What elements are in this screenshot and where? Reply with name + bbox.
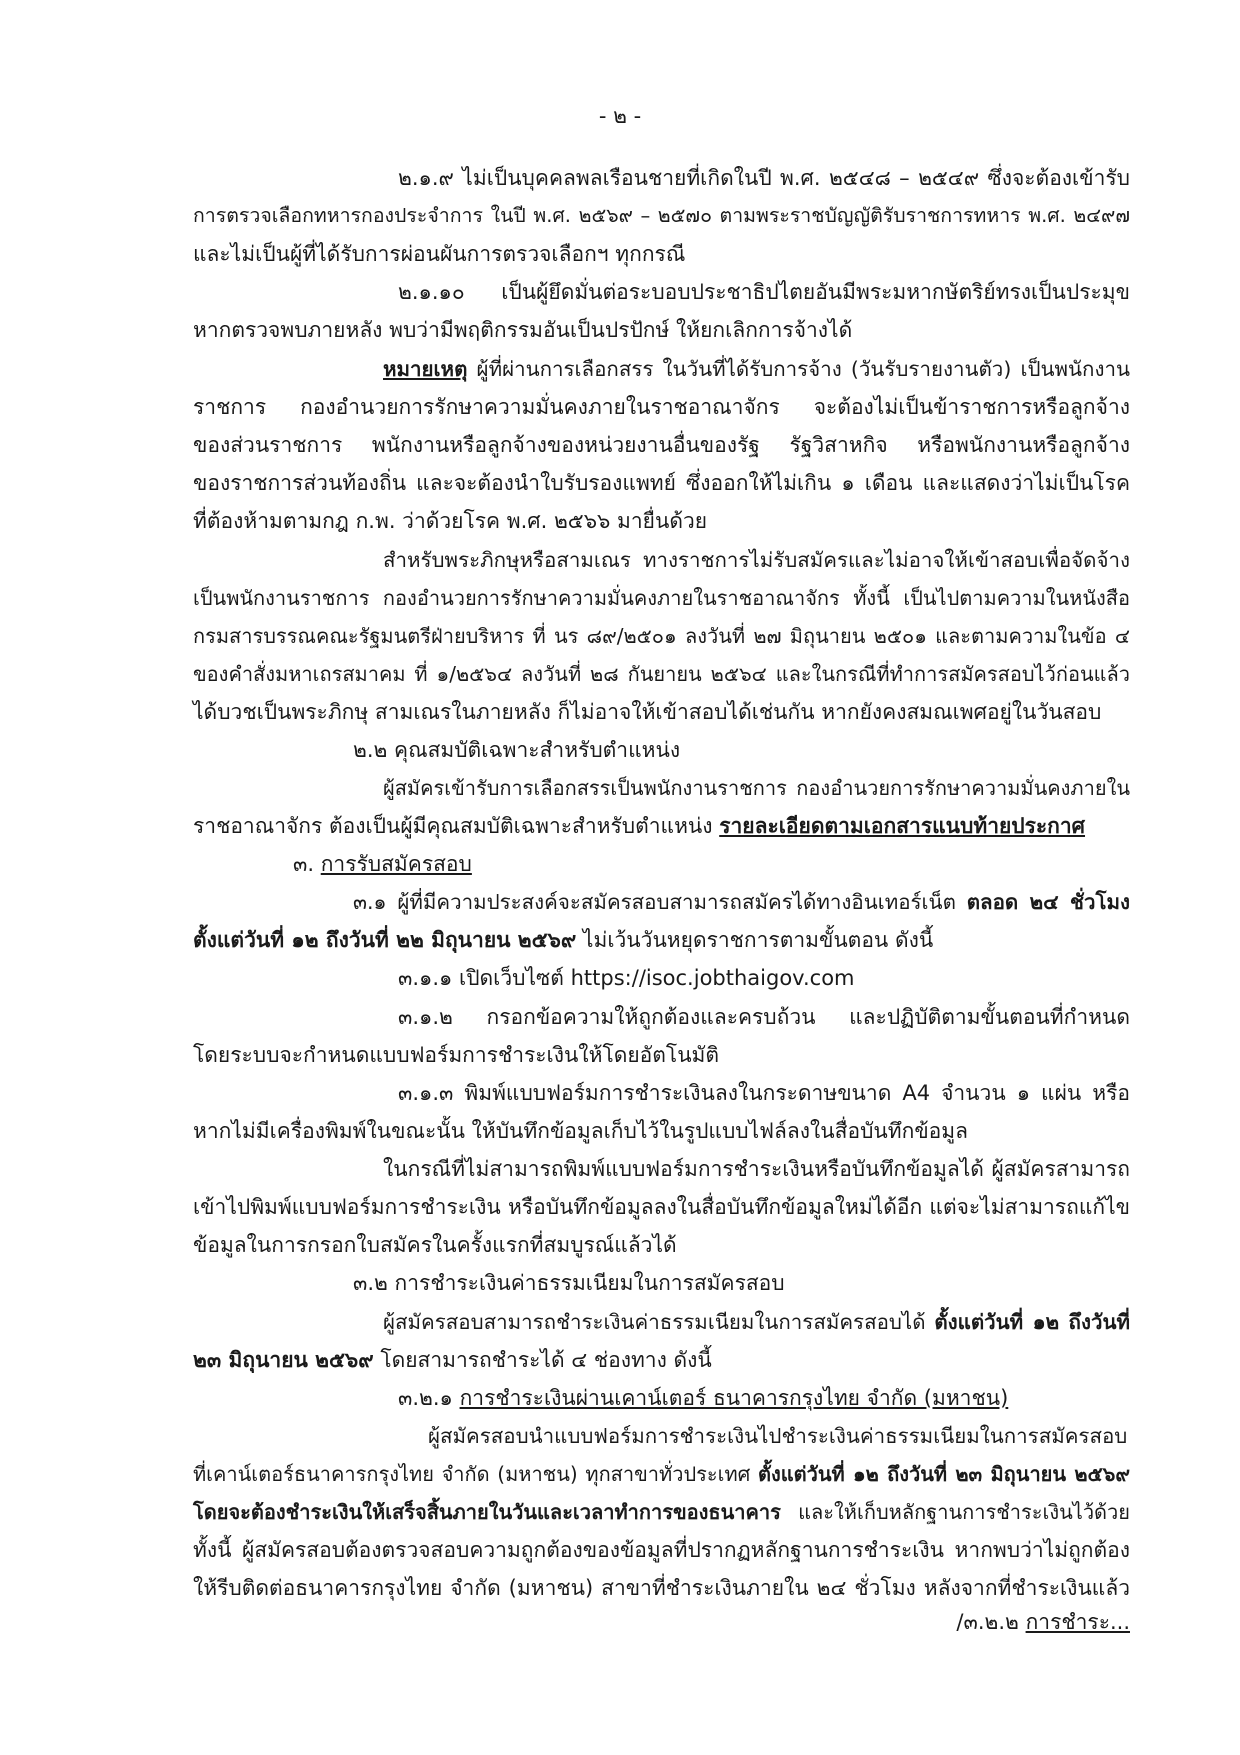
text-segment: ๒.๑.๙ ไม่เป็นบุคคลพลเรือนชายที่เกิดในปี พ.ศ. ๒๕๔๘ – ๒๕๔๙ ซึ่งจะต้องเข้ารับ bbox=[398, 166, 1130, 190]
text-segment: หากตรวจพบภายหลัง พบว่ามีพฤติกรรมอันเป็นปรปักษ์ ให้ยกเลิกการจ้างได้ bbox=[193, 318, 853, 342]
text-segment: สำหรับพระภิกษุหรือสามเณร ทางราชการไม่รับสมัครและไม่อาจให้เข้าสอบเพื่อจัดจ้าง bbox=[383, 548, 1130, 572]
text-line bbox=[353, 736, 680, 764]
text-segment: ๒๓ มิถุนายน ๒๕๖๙ bbox=[193, 1348, 374, 1372]
text-line bbox=[293, 850, 472, 878]
text-segment: เป็นพนักงานราชการ กองอำนวยการรักษาความมั่นคงภายในราชอาณาจักร ทั้งนี้ เป็นไปตามความในหนังสือ bbox=[193, 586, 1130, 610]
text-segment: หากไม่มีเครื่องพิมพ์ในขณะนั้น ให้บันทึกข้อมูลเก็บไว้ในรูปแบบไฟล์ลงในสื่อบันทึกข้อมูล bbox=[193, 1119, 969, 1143]
text-line bbox=[398, 164, 1130, 192]
text-segment: ตั้งแต่วันที่ ๑๒ ถึงวันที่ ๒๒ มิถุนายน ๒๕๖๙ bbox=[193, 928, 577, 952]
text-segment: รายละเอียดตามเอกสารแนบท้ายประกาศ bbox=[719, 814, 1086, 838]
text-segment: และให้เก็บหลักฐานการชำระเงินไว้ด้วย bbox=[780, 1500, 1130, 1524]
text-segment: ไม่เว้นวันหยุดราชการตามขั้นตอน ดังนี้ bbox=[576, 928, 934, 952]
text-segment: ได้บวชเป็นพระภิกษุ สามเณรในภายหลัง ก็ไม่อาจให้เข้าสอบได้เช่นกัน หากยังคงสมณเพศอยู่ในวันสอบ bbox=[193, 700, 1102, 724]
text-line bbox=[193, 1041, 719, 1069]
text-line bbox=[353, 1269, 785, 1297]
text-line bbox=[193, 1460, 1130, 1488]
text-line bbox=[353, 888, 1130, 916]
text-segment: ๓.๑.๑ เปิดเว็บไซต์ https://isoc.jobthaigov.com bbox=[398, 966, 855, 990]
text-segment: ๒.๒ คุณสมบัติเฉพาะสำหรับตำแหน่ง bbox=[353, 738, 681, 762]
continuation-note bbox=[956, 1606, 1130, 1639]
text-line bbox=[428, 1422, 1130, 1450]
text-segment: ราชการ กองอำนวยการรักษาความมั่นคงภายในราชอาณาจักร จะต้องไม่เป็นข้าราชการหรือลูกจ้าง bbox=[193, 395, 1130, 419]
text-line bbox=[193, 1231, 677, 1259]
text-segment: ผู้ที่ผ่านการเลือกสรร ในวันที่ได้รับการจ้าง (วันรับรายงานตัว) เป็นพนักงาน bbox=[467, 357, 1130, 381]
text-line bbox=[193, 507, 707, 535]
text-segment: ผู้สมัครสอบสามารถชำระเงินค่าธรรมเนียมในการสมัครสอบได้ bbox=[383, 1310, 935, 1334]
text-segment: การตรวจเลือกทหารกองประจำการ ในปี พ.ศ. ๒๕๖๙ – ๒๕๗๐ ตามพระราชบัญญัติรับราชการทหาร พ.ศ. ๒๔๙๗ bbox=[193, 204, 1130, 227]
text-segment: โดยสามารถชำระได้ ๔ ช่องทาง ดังนี้ bbox=[373, 1348, 712, 1372]
text-segment: ๓.๑.๓ พิมพ์แบบฟอร์มการชำระเงินลงในกระดาษขนาด A4 จำนวน ๑ แผ่น หรือ bbox=[398, 1081, 1130, 1105]
text-line bbox=[193, 622, 1130, 650]
text-line bbox=[193, 1193, 1130, 1221]
text-segment: ผู้สมัครเข้ารับการเลือกสรรเป็นพนักงานราชการ กองอำนวยการรักษาความมั่นคงภายใน bbox=[383, 776, 1130, 800]
text-line bbox=[193, 660, 1130, 688]
text-segment: ที่เคาน์เตอร์ธนาคารกรุงไทย จำกัด (มหาชน) ทุกสาขาทั่วประเทศ bbox=[193, 1462, 758, 1486]
text-line bbox=[398, 964, 855, 992]
text-segment: ของราชการส่วนท้องถิ่น และจะต้องนำใบรับรองแพทย์ ซึ่งออกให้ไม่เกิน ๑ เดือน และแสดงว่าไม่เป็นโรค bbox=[193, 471, 1130, 495]
text-segment: และไม่เป็นผู้ที่ได้รับการผ่อนผันการตรวจเลือกฯ ทุกกรณี bbox=[193, 242, 686, 266]
text-segment: โดยจะต้องชำระเงินให้เสร็จสิ้นภายในวันและเวลาทำการของธนาคาร bbox=[193, 1500, 781, 1524]
text-line bbox=[383, 1155, 1130, 1183]
text-segment: การชำระเงินผ่านเคาน์เตอร์ ธนาคารกรุงไทย จำกัด (มหาชน) bbox=[459, 1386, 1009, 1410]
text-segment: ให้รีบติดต่อธนาคารกรุงไทย จำกัด (มหาชน) สาขาที่ชำระเงินภายใน ๒๔ ชั่วโมง หลังจากที่ชำระเงินแล้ว bbox=[193, 1576, 1130, 1600]
text-segment: ทั้งนี้ ผู้สมัครสอบต้องตรวจสอบความถูกต้องของข้อมูลที่ปรากฏหลักฐานการชำระเงิน หากพบว่าไม่ถูกต้อง bbox=[193, 1538, 1130, 1562]
text-line bbox=[398, 278, 1130, 306]
text-segment: ในกรณีที่ไม่สามารถพิมพ์แบบฟอร์มการชำระเงินหรือบันทึกข้อมูลได้ ผู้สมัครสามารถ bbox=[383, 1157, 1130, 1181]
text-line bbox=[383, 774, 1130, 802]
text-line bbox=[193, 393, 1130, 421]
text-segment: ของส่วนราชการ พนักงานหรือลูกจ้างของหน่วยงานอื่นของรัฐ รัฐวิสาหกิจ หรือพนักงานหรือลูกจ้าง bbox=[193, 433, 1130, 457]
text-line bbox=[398, 1079, 1130, 1107]
text-line bbox=[193, 1574, 1130, 1602]
text-line bbox=[398, 1003, 1130, 1031]
continuation-link-text: การชำระ... bbox=[1025, 1610, 1130, 1634]
text-line bbox=[193, 1498, 1130, 1526]
text-segment: ตั้งแต่วันที่ ๑๒ ถึงวันที่ bbox=[934, 1310, 1130, 1334]
text-line bbox=[193, 812, 1085, 840]
text-line bbox=[193, 1536, 1130, 1564]
text-segment: การรับสมัครสอบ bbox=[320, 852, 472, 876]
text-segment: ๓.๑.๒ กรอกข้อความให้ถูกต้องและครบถ้วน และปฏิบัติตามขั้นตอนที่กำหนด bbox=[398, 1005, 1130, 1029]
page-number: - ๒ - bbox=[598, 104, 642, 128]
text-segment: ของคำสั่งมหาเถรสมาคม ที่ ๑/๒๕๖๔ ลงวันที่ ๒๘ กันยายน ๒๕๖๔ และในกรณีที่ทำการสมัครสอบไว้ก่อนแล้ว bbox=[193, 662, 1130, 686]
text-segment: กรมสารบรรณคณะรัฐมนตรีฝ่ายบริหาร ที่ นร ๘๙/๒๕๐๑ ลงวันที่ ๒๗ มิถุนายน ๒๕๐๑ และตามความในข้อ ๔ bbox=[193, 624, 1130, 648]
text-line bbox=[383, 546, 1130, 574]
text-segment: ๓. bbox=[293, 852, 321, 876]
text-segment: ผู้สมัครสอบนำแบบฟอร์มการชำระเงินไปชำระเงินค่าธรรมเนียมในการสมัครสอบ bbox=[428, 1424, 1128, 1448]
text-line bbox=[193, 1117, 968, 1145]
text-line bbox=[193, 469, 1130, 497]
text-segment: ๓.๒ การชำระเงินค่าธรรมเนียมในการสมัครสอบ bbox=[353, 1271, 785, 1295]
text-line bbox=[193, 926, 933, 954]
text-segment: ตลอด ๒๔ ชั่วโมง bbox=[966, 890, 1131, 914]
text-segment: ข้อมูลในการกรอกใบสมัครในครั้งแรกที่สมบูรณ์แล้วได้ bbox=[193, 1233, 677, 1257]
text-line bbox=[398, 1384, 1008, 1412]
text-segment: ๓.๒.๑ bbox=[398, 1386, 460, 1410]
text-segment: ที่ต้องห้ามตามกฎ ก.พ. ว่าด้วยโรค พ.ศ. ๒๕๖๖ มายื่นด้วย bbox=[193, 509, 708, 533]
text-segment: ราชอาณาจักร ต้องเป็นผู้มีคุณสมบัติเฉพาะสำหรับตำแหน่ง bbox=[193, 814, 720, 838]
text-line bbox=[193, 1346, 712, 1374]
text-line bbox=[193, 202, 1130, 230]
text-segment: ๒.๑.๑๐ เป็นผู้ยึดมั่นต่อระบอบประชาธิปไตยอันมีพระมหากษัตริย์ทรงเป็นประมุข bbox=[398, 280, 1130, 304]
continuation-prefix: /๓.๒.๒ bbox=[956, 1610, 1026, 1634]
text-line bbox=[193, 240, 685, 268]
text-line bbox=[193, 698, 1101, 726]
text-segment: ๓.๑ ผู้ที่มีความประสงค์จะสมัครสอบสามารถสมัครได้ทางอินเทอร์เน็ต bbox=[353, 890, 967, 914]
text-line bbox=[383, 1308, 1130, 1336]
text-line bbox=[193, 316, 852, 344]
text-segment: โดยระบบจะกำหนดแบบฟอร์มการชำระเงินให้โดยอัตโนมัติ bbox=[193, 1043, 720, 1067]
text-segment: เข้าไปพิมพ์แบบฟอร์มการชำระเงิน หรือบันทึกข้อมูลลงในสื่อบันทึกข้อมูลใหม่ได้อีก แต่จะไม่สามารถแก้ไข bbox=[193, 1195, 1130, 1219]
text-segment: หมายเหตุ bbox=[383, 357, 468, 381]
text-line bbox=[193, 584, 1130, 612]
text-line bbox=[383, 355, 1130, 383]
text-line bbox=[193, 431, 1130, 459]
text-segment: ตั้งแต่วันที่ ๑๒ ถึงวันที่ ๒๓ มิถุนายน ๒๕๖๙ bbox=[758, 1462, 1130, 1486]
